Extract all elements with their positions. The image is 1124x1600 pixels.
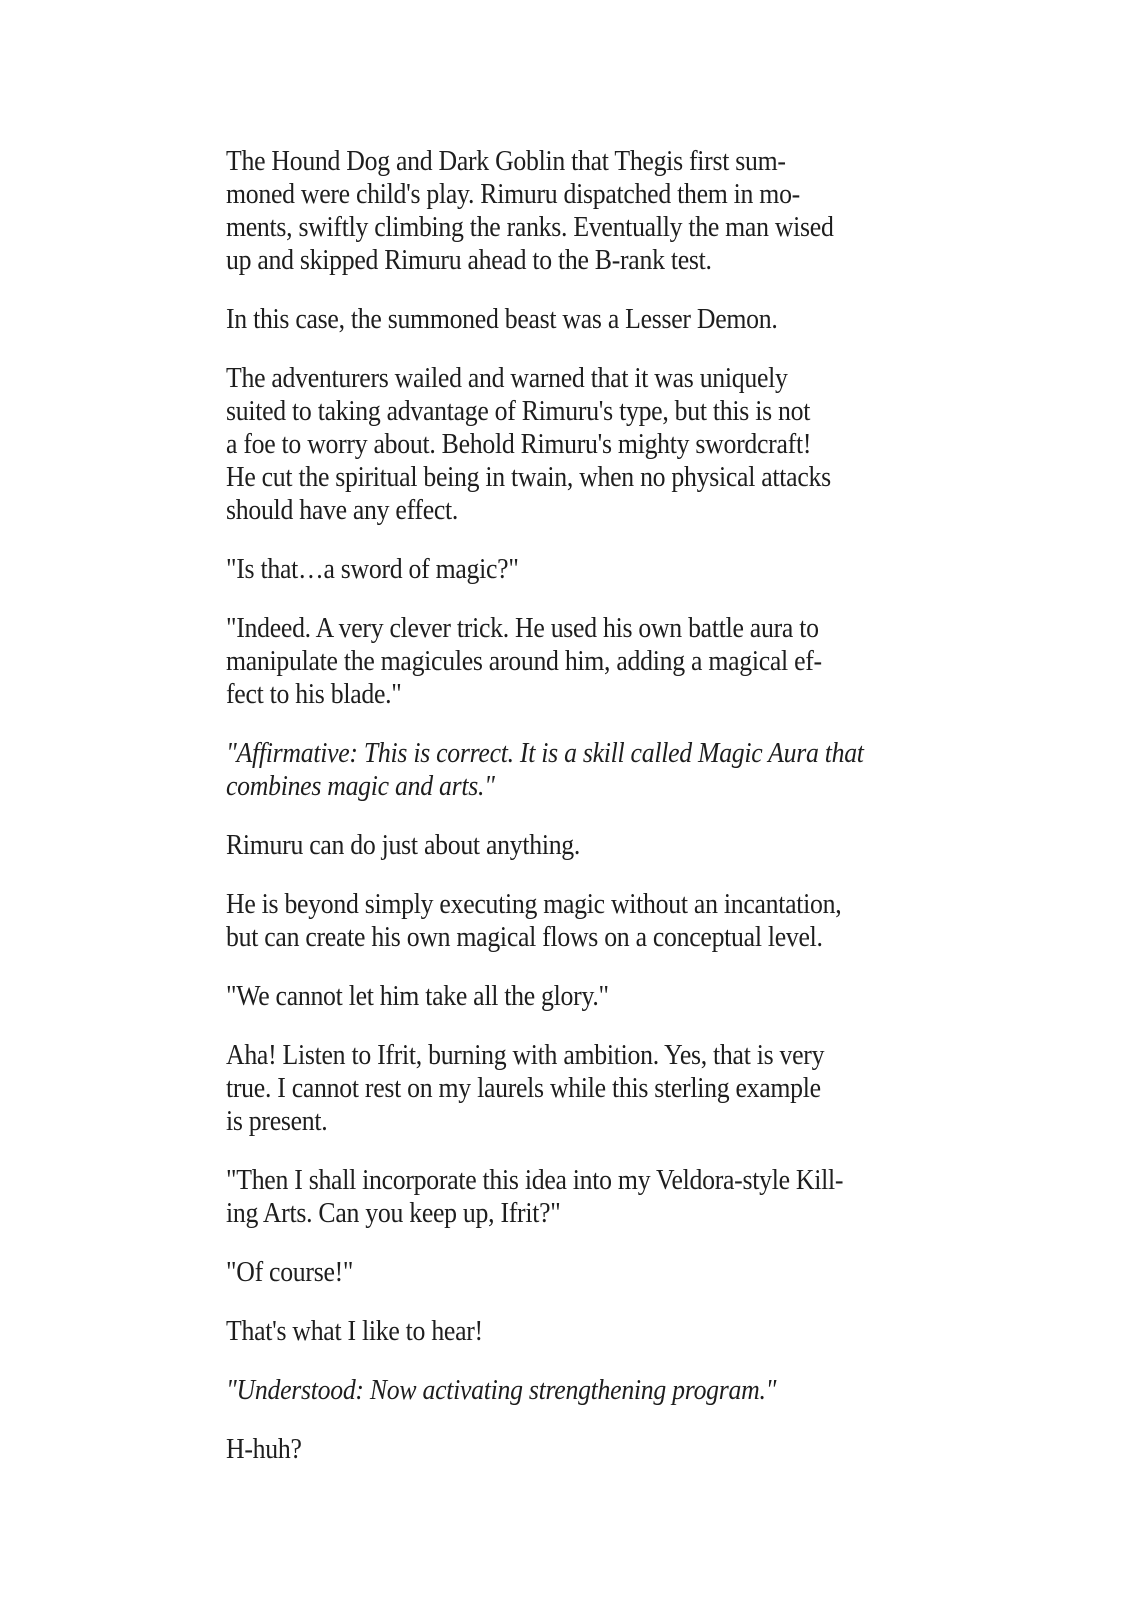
paragraph bbox=[226, 362, 907, 527]
text-line: is present. bbox=[226, 1106, 328, 1137]
text-line: The adventurers wailed and warned that it was uniquely bbox=[226, 363, 788, 394]
text-line: up and skipped Rimuru ahead to the B-rank test. bbox=[226, 245, 712, 276]
paragraph bbox=[226, 829, 907, 862]
text-line: a foe to worry about. Behold Rimuru's mighty swordcraft! bbox=[226, 429, 812, 460]
text-line: He is beyond simply executing magic without an incantation, bbox=[226, 889, 842, 920]
text-line: moned were child's play. Rimuru dispatched them in mo- bbox=[226, 179, 800, 210]
paragraph bbox=[226, 303, 907, 336]
text-line: fect to his blade." bbox=[226, 679, 402, 710]
paragraph bbox=[226, 145, 907, 277]
paragraph bbox=[226, 1164, 907, 1230]
text-line: Aha! Listen to Ifrit, burning with ambition. Yes, that is very bbox=[226, 1040, 825, 1071]
text-line: ments, swiftly climbing the ranks. Eventually the man wised bbox=[226, 212, 834, 243]
text-line: "Affirmative: This is correct. It is a skill called Magic Aura that bbox=[226, 738, 864, 769]
paragraph bbox=[226, 1433, 907, 1466]
text-line: but can create his own magical flows on a conceptual level. bbox=[226, 922, 823, 953]
text-line: H-huh? bbox=[226, 1434, 302, 1465]
text-line: true. I cannot rest on my laurels while this sterling example bbox=[226, 1073, 821, 1104]
paragraph bbox=[226, 980, 907, 1013]
text-line: He cut the spiritual being in twain, when no physical attacks bbox=[226, 462, 831, 493]
paragraph bbox=[226, 1315, 907, 1348]
text-line: combines magic and arts." bbox=[226, 771, 495, 802]
text-line: "Indeed. A very clever trick. He used his own battle aura to bbox=[226, 613, 819, 644]
text-line: ing Arts. Can you keep up, Ifrit?" bbox=[226, 1198, 561, 1229]
text-line: "Is that…a sword of magic?" bbox=[226, 554, 519, 585]
text-line: manipulate the magicules around him, adding a magical ef- bbox=[226, 646, 822, 677]
paragraph-italic bbox=[226, 1374, 907, 1407]
text-line: "Of course!" bbox=[226, 1257, 354, 1288]
text-line: In this case, the summoned beast was a Lesser Demon. bbox=[226, 304, 778, 335]
paragraph bbox=[226, 1039, 907, 1138]
paragraph bbox=[226, 1256, 907, 1289]
text-line: The Hound Dog and Dark Goblin that Thegis first sum- bbox=[226, 146, 786, 177]
text-line: "Understood: Now activating strengthening program." bbox=[226, 1375, 777, 1406]
paragraph-italic bbox=[226, 737, 907, 803]
paragraph bbox=[226, 612, 907, 711]
text-block bbox=[226, 145, 907, 1492]
text-line: That's what I like to hear! bbox=[226, 1316, 483, 1347]
text-line: suited to taking advantage of Rimuru's type, but this is not bbox=[226, 396, 811, 427]
paragraph bbox=[226, 553, 907, 586]
text-line: "We cannot let him take all the glory." bbox=[226, 981, 609, 1012]
text-line: "Then I shall incorporate this idea into my Veldora-style Kill- bbox=[226, 1165, 844, 1196]
text-line: should have any effect. bbox=[226, 495, 459, 526]
text-line: Rimuru can do just about anything. bbox=[226, 830, 581, 861]
paragraph bbox=[226, 888, 907, 954]
